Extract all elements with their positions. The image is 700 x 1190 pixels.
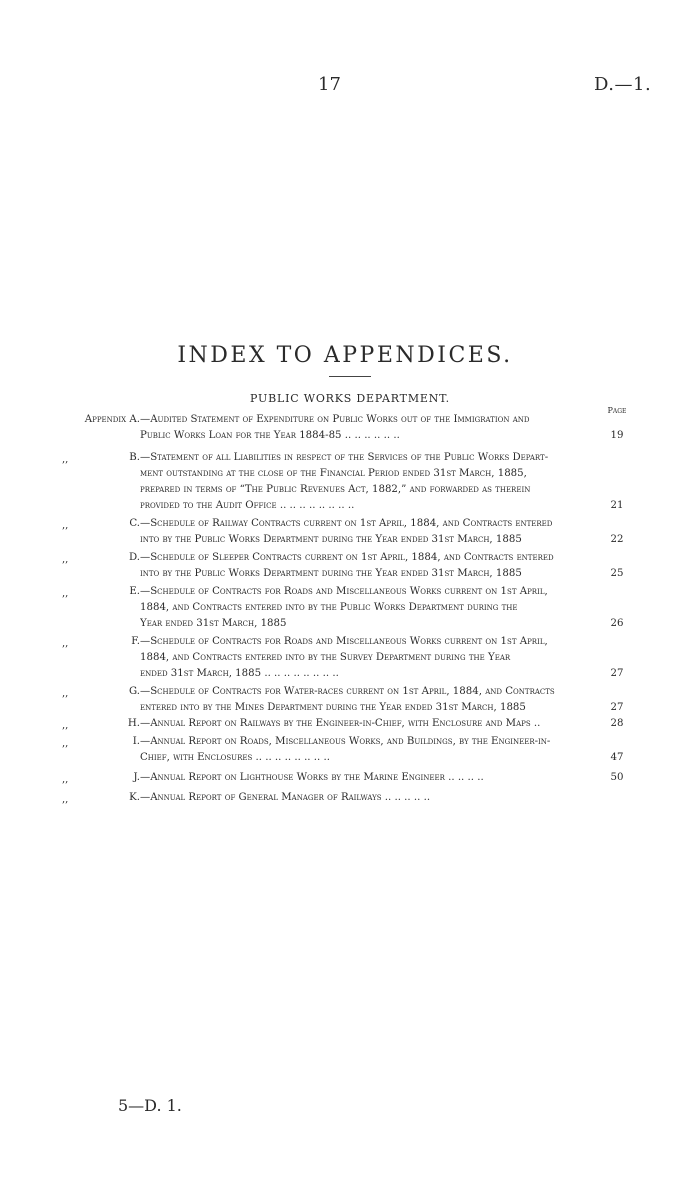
appendix-description xyxy=(140,770,600,786)
appendix-letter: A. xyxy=(129,414,140,425)
appendix-word: Appendix xyxy=(84,414,130,425)
appendix-label xyxy=(40,412,140,428)
description-line: into by the Public Works Department during the Year ended 31st March, 1885 xyxy=(140,568,522,579)
appendix-description xyxy=(140,716,600,732)
appendix-letter: C. xyxy=(129,518,140,529)
description-line: Public Works Loan for the Year 1884-85 .. .. .. .. .. .. xyxy=(140,430,400,441)
page-number: 17 xyxy=(318,74,341,95)
page-reference: 19 xyxy=(610,430,624,441)
appendix-label xyxy=(40,450,140,466)
description-line: —Schedule of Railway Contracts current on 1st April, 1884, and Contracts entered xyxy=(140,518,553,529)
ditto-mark: ,, xyxy=(62,554,69,565)
appendix-description xyxy=(140,412,600,444)
description-line: —Annual Report of General Manager of Railways .. .. .. .. .. xyxy=(140,792,431,803)
ditto-mark: ,, xyxy=(62,454,69,465)
page-reference: 21 xyxy=(610,500,624,511)
appendix-letter: E. xyxy=(129,586,140,597)
document-reference: D.—1. xyxy=(594,74,652,95)
appendix-description xyxy=(140,684,600,716)
appendix-letter: H. xyxy=(127,718,140,729)
description-line: ment outstanding at the close of the Financial Period ended 31st March, 1885, xyxy=(140,468,527,479)
appendix-description xyxy=(140,790,600,806)
appendix-letter: J. xyxy=(133,772,140,783)
appendix-label xyxy=(40,550,140,566)
ditto-mark: ,, xyxy=(62,720,69,731)
description-line: prepared in terms of “The Public Revenues Act, 1882,” and forwarded as therein xyxy=(140,484,531,495)
appendix-description xyxy=(140,516,600,548)
appendix-letter: G. xyxy=(128,686,140,697)
page-reference: 22 xyxy=(610,534,624,545)
appendix-label xyxy=(40,770,140,786)
appendix-letter: F. xyxy=(131,636,140,647)
ditto-mark: ,, xyxy=(62,774,69,785)
page-reference: 27 xyxy=(610,702,624,713)
appendix-letter: I. xyxy=(132,736,140,747)
ditto-mark: ,, xyxy=(62,688,69,699)
description-line: Year ended 31st March, 1885 xyxy=(140,618,287,629)
page-title: INDEX TO APPENDICES. xyxy=(177,343,513,368)
description-line: —Annual Report on Railways by the Engineer-in-Chief, with Enclosure and Maps .. xyxy=(140,718,541,729)
appendix-label xyxy=(40,684,140,700)
appendix-description xyxy=(140,734,600,766)
description-line: —Schedule of Contracts for Water-races current on 1st April, 1884, and Contracts xyxy=(140,686,555,697)
page-reference: 47 xyxy=(610,752,624,763)
appendix-label xyxy=(40,516,140,532)
ditto-mark: ,, xyxy=(62,738,69,749)
appendix-description xyxy=(140,550,600,582)
description-line: ended 31st March, 1885 .. .. .. .. .. .. .. .. xyxy=(140,668,339,679)
appendix-label xyxy=(40,790,140,806)
ditto-mark: ,, xyxy=(62,638,69,649)
description-line: provided to the Audit Office .. .. .. .. .. .. .. .. xyxy=(140,500,355,511)
appendix-letter: D. xyxy=(128,552,140,563)
description-line: —Statement of all Liabilities in respect of the Services of the Public Works Depart- xyxy=(140,452,549,463)
description-line: —Annual Report on Roads, Miscellaneous Works, and Buildings, by the Engineer-in- xyxy=(140,736,551,747)
description-line: —Schedule of Contracts for Roads and Miscellaneous Works current on 1st April, xyxy=(140,586,548,597)
appendix-description xyxy=(140,450,600,514)
page-reference: 28 xyxy=(610,718,624,729)
description-line: 1884, and Contracts entered into by the Survey Department during the Year xyxy=(140,652,511,663)
description-line: —Annual Report on Lighthouse Works by the Marine Engineer .. .. .. .. xyxy=(140,772,484,783)
appendix-label xyxy=(40,584,140,600)
description-line: Chief, with Enclosures .. .. .. .. .. .. .. .. xyxy=(140,752,330,763)
page-reference: 50 xyxy=(610,772,624,783)
appendix-description xyxy=(140,584,600,632)
title-rule xyxy=(329,376,371,377)
appendix-letter: K. xyxy=(129,792,140,803)
ditto-mark: ,, xyxy=(62,794,69,805)
ditto-mark: ,, xyxy=(62,588,69,599)
description-line: into by the Public Works Department during the Year ended 31st March, 1885 xyxy=(140,534,522,545)
appendix-description xyxy=(140,634,600,682)
description-line: —Schedule of Contracts for Roads and Miscellaneous Works current on 1st April, xyxy=(140,636,548,647)
page-reference: 25 xyxy=(610,568,624,579)
appendix-label xyxy=(40,716,140,732)
page-reference: 26 xyxy=(610,618,624,629)
footer-signature: 5—D. 1. xyxy=(118,1096,182,1115)
ditto-mark: ,, xyxy=(62,520,69,531)
appendix-label xyxy=(40,634,140,650)
description-line: —Schedule of Sleeper Contracts current on 1st April, 1884, and Contracts entered xyxy=(140,552,554,563)
appendix-letter: B. xyxy=(129,452,140,463)
department-heading: PUBLIC WORKS DEPARTMENT. xyxy=(250,392,450,405)
description-line: —Audited Statement of Expenditure on Public Works out of the Immigration and xyxy=(140,414,530,425)
description-line: entered into by the Mines Department during the Year ended 31st March, 1885 xyxy=(140,702,526,713)
page-reference: 27 xyxy=(610,668,624,679)
description-line: 1884, and Contracts entered into by the Public Works Department during the xyxy=(140,602,518,613)
appendix-label xyxy=(40,734,140,750)
page-column-header: Page xyxy=(607,406,627,415)
